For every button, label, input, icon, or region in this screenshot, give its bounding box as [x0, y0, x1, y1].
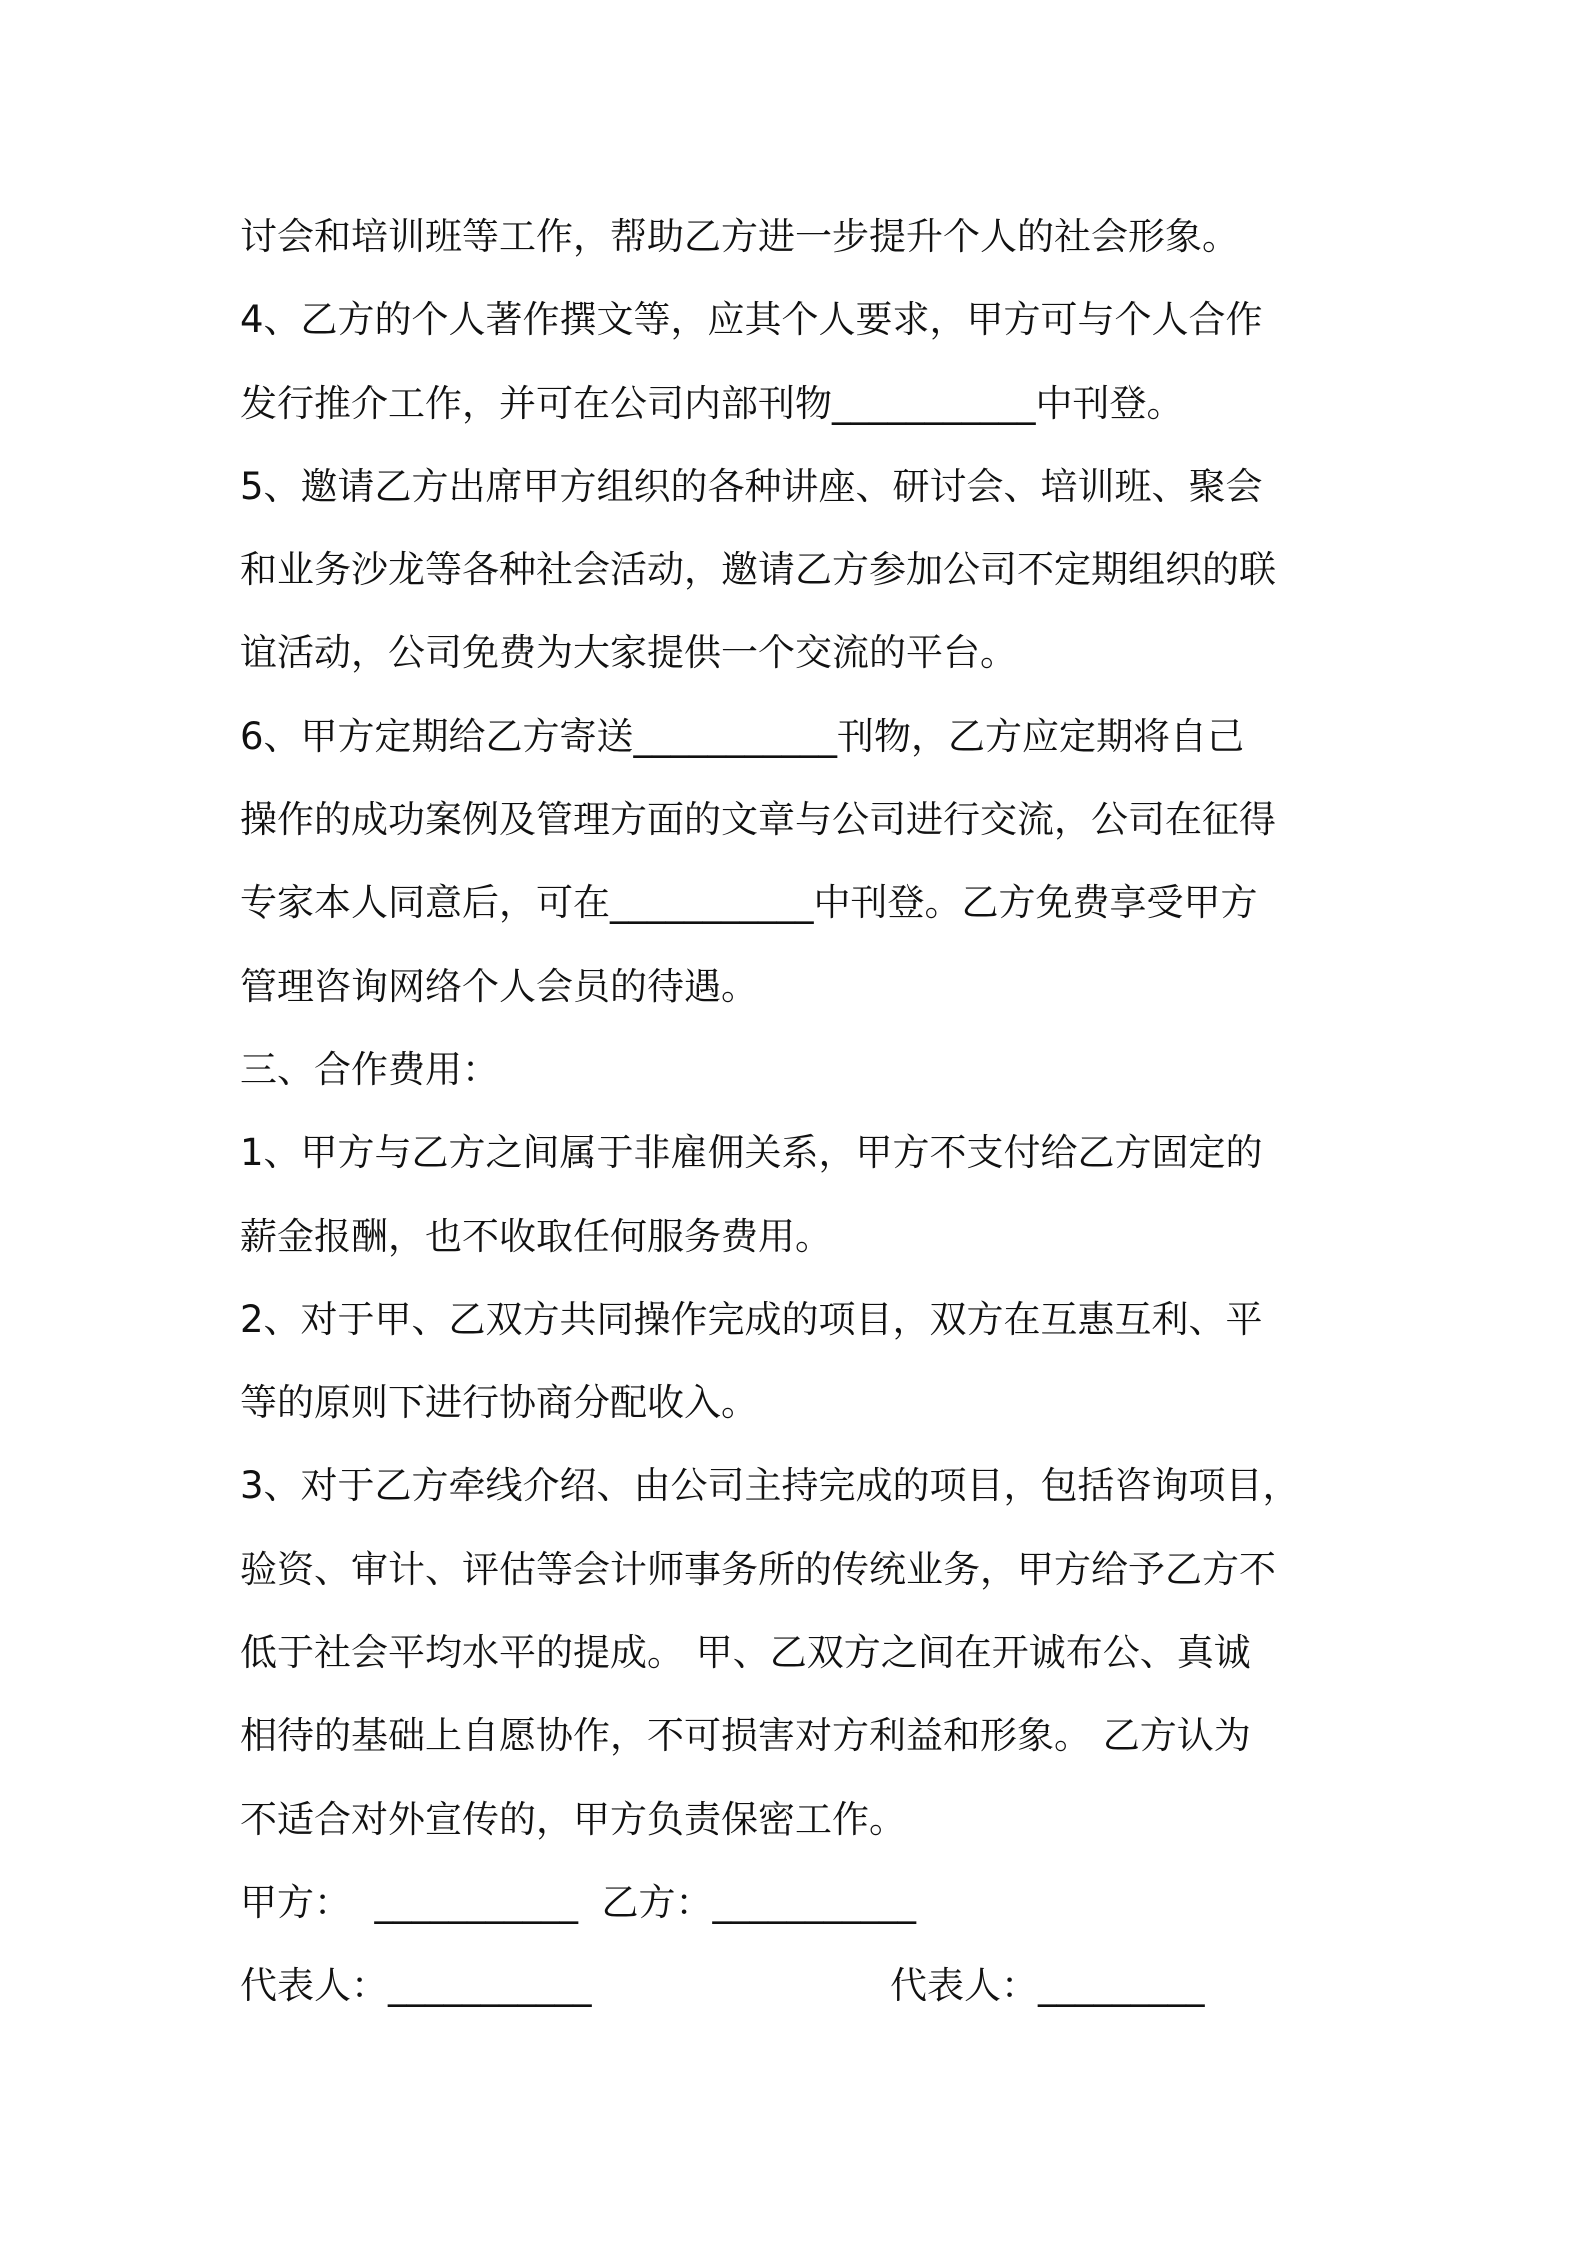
- text-line: 操作的成功案例及管理方面的文章与公司进行交流，公司在征得: [240, 798, 1276, 842]
- text-line: 1、甲方与乙方之间属于非雇佣关系，甲方不支付给乙方固定的: [240, 1131, 1263, 1175]
- text-line: 和业务沙龙等各种社会活动，邀请乙方参加公司不定期组织的联: [240, 548, 1276, 592]
- text-line: 验资、审计、评估等会计师事务所的传统业务，甲方给予乙方不: [240, 1547, 1276, 1591]
- text-line: 等的原则下进行协商分配收入。: [240, 1381, 758, 1425]
- text-line: 相待的基础上自愿协作，不可损害对方利益和形象。 乙方认为: [240, 1714, 1251, 1758]
- text-line: 管理咨询网络个人会员的待遇。: [240, 964, 758, 1008]
- text-line: 专家本人同意后，可在___________中刊登。乙方免费享受甲方: [240, 881, 1258, 925]
- text-line: 谊活动，公司免费为大家提供一个交流的平台。: [240, 631, 1017, 675]
- representative-party-a: 代表人：___________: [240, 1964, 592, 2008]
- text-line: 4、乙方的个人著作撰文等，应其个人要求，甲方可与个人合作: [240, 298, 1263, 342]
- text-line: 薪金报酬，也不收取任何服务费用。: [240, 1214, 832, 1258]
- text-line: 讨会和培训班等工作，帮助乙方进一步提升个人的社会形象。: [240, 215, 1239, 258]
- text-line: 发行推介工作，并可在公司内部刊物___________中刊登。: [240, 381, 1184, 425]
- text-line: 2、对于甲、乙双方共同操作完成的项目，双方在互惠互利、平: [240, 1297, 1263, 1341]
- text-line: 5、邀请乙方出席甲方组织的各种讲座、研讨会、培训班、聚会: [240, 464, 1263, 508]
- signature-parties-line: 甲方： ___________ 乙方：___________: [240, 1880, 917, 1924]
- signature-representatives-row: [240, 1944, 1360, 2027]
- representative-party-b: 代表人：_________: [890, 1964, 1205, 2008]
- text-line: 低于社会平均水平的提成。 甲、乙双方之间在开诚布公、真诚: [240, 1631, 1251, 1675]
- text-line: 6、甲方定期给乙方寄送___________刊物，乙方应定期将自己: [240, 714, 1245, 758]
- text-line: 不适合对外宣传的，甲方负责保密工作。: [240, 1797, 906, 1841]
- text-line: 3、对于乙方牵线介绍、由公司主持完成的项目，包括咨询项目，: [240, 1464, 1300, 1508]
- section-heading: 三、合作费用：: [240, 1047, 499, 1091]
- document-body: [240, 195, 1360, 2028]
